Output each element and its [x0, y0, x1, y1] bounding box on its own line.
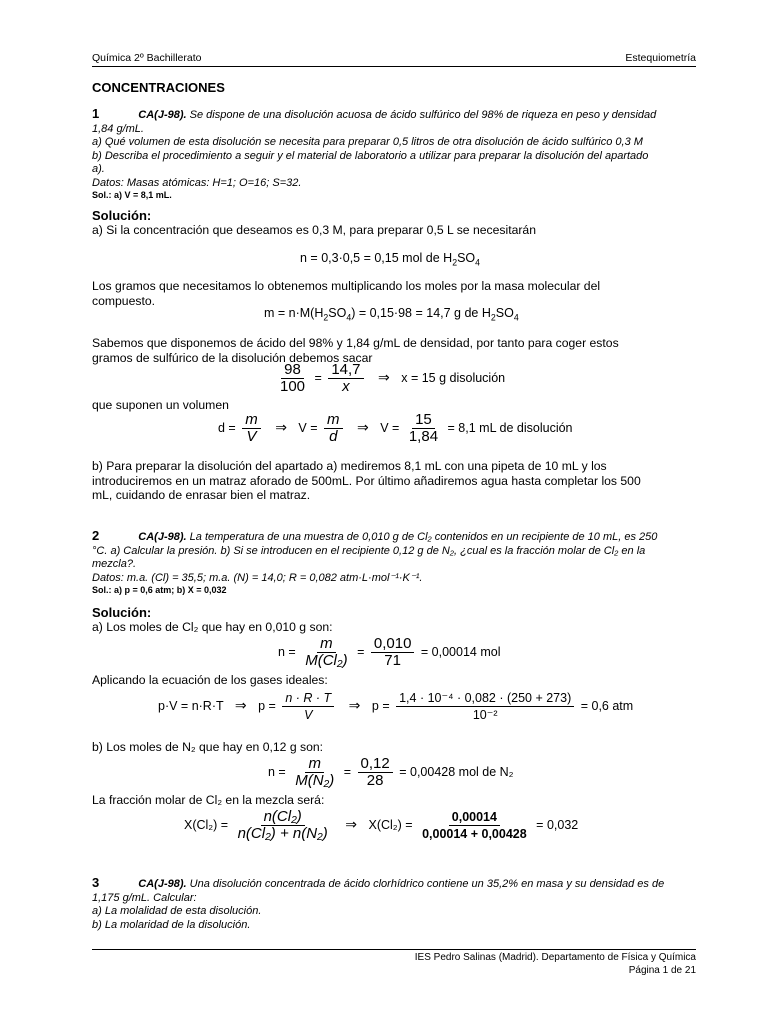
- text-line: b) Para preparar la disolución del apartado a) mediremos 8,1 mL con una pipeta de 10 mL y los: [92, 459, 607, 473]
- eq-text: p·V = n·R·T: [158, 698, 224, 713]
- eq-text: = 0,032: [536, 817, 579, 832]
- equation-ideal-gas: [158, 690, 633, 723]
- denominator: 0,00014 + 0,00428: [422, 827, 527, 841]
- question-a: a) Qué volumen de esta disolución se necesita para preparar 0,5 litros de otra disolución de ácido sulfúrico 0,3 M: [92, 136, 643, 148]
- equation-volume: [218, 412, 573, 445]
- numerator: m: [317, 636, 336, 653]
- numerator: m: [305, 756, 324, 773]
- numerator: 0,00014: [449, 809, 500, 826]
- page-footer: [415, 952, 696, 977]
- page-header: [92, 52, 696, 64]
- implies-icon: ⇒: [275, 418, 287, 435]
- implies-icon: ⇒: [357, 418, 369, 435]
- solution-text: [92, 459, 702, 503]
- solution-text: [92, 336, 696, 365]
- equation-molar-fraction: [184, 809, 578, 842]
- numerator: n(Cl₂): [261, 809, 305, 826]
- eq-text: p =: [371, 698, 390, 713]
- eq-text: SO: [328, 306, 347, 320]
- short-solution: Sol.: a) V = 8,1 mL.: [92, 190, 172, 200]
- denominator: 100: [280, 378, 306, 395]
- fraction: [396, 690, 574, 723]
- problem-source: CA(J-98).: [138, 109, 187, 121]
- equation-moles-cl2: n = $\frac{m}{\text{M(Cl₂)}}$ = $\frac{0,010}{71}$ = 0,00014 mol: [278, 635, 501, 669]
- eq-sub: 2: [490, 312, 496, 323]
- denominator: n(Cl₂) + n(N₂): [237, 825, 328, 842]
- page-number: Página 1 de 21: [628, 964, 696, 976]
- numerator: 1,4 · 10⁻⁴ · 0,082 · (250 + 273): [396, 690, 574, 707]
- eq-sub: 4: [475, 257, 480, 268]
- fraction: [324, 412, 343, 445]
- question-b: b) Describa el procedimiento a seguir y el material de laboratorio a utilizar para preparar la disolución del apartado: [92, 149, 649, 162]
- question-b-cont: a).: [92, 163, 105, 175]
- solution-text: b) Los moles de N₂ que hay en 0,12 g son:: [92, 740, 324, 754]
- problem-statement-cont: °C. a) Calcular la presión. b) Si se introducen en el recipiente 0,12 g de N₂, ¿cual es la fracción molar de Cl₂ en la: [92, 544, 646, 557]
- eq-text: d =: [218, 420, 236, 435]
- eq-text: X(Cl₂) =: [368, 817, 413, 832]
- solution-title: Solución:: [92, 605, 152, 620]
- header-course: Química 2º Bachillerato: [92, 52, 202, 64]
- fraction: [358, 756, 393, 789]
- problem-number: 1: [92, 106, 100, 121]
- fraction: [328, 362, 363, 395]
- implies-icon: ⇒: [348, 696, 361, 713]
- denominator: M(Cl₂): [305, 652, 348, 669]
- numerator: m: [324, 412, 343, 429]
- footer-rule: [92, 949, 696, 950]
- eq-text: V =: [380, 420, 400, 435]
- header-topic: Estequiometría: [625, 52, 696, 64]
- header-rule: [92, 66, 696, 67]
- equation-moles-n2: n = $\frac{m}{\text{M(N₂)}}$ = $\frac{0,12}{28}$ = 0,00428 mol de N₂: [268, 755, 514, 789]
- problem-1: [92, 107, 696, 200]
- denominator: V: [304, 708, 313, 722]
- problem-statement: La temperatura de una muestra de 0,010 g de Cl₂ contenidos en un recipiente de 10 mL, es 250: [189, 531, 658, 543]
- eq-text: n =: [268, 764, 286, 779]
- numerator: 0,12: [358, 756, 393, 773]
- numerator: 14,7: [328, 362, 363, 379]
- problem-2: [92, 529, 696, 595]
- problem-statement-cont: 1,175 g/mL. Calcular:: [92, 891, 197, 904]
- fraction: [242, 412, 261, 445]
- fraction: [406, 412, 441, 445]
- denominator: x: [342, 378, 350, 395]
- denominator: M(N₂): [295, 772, 335, 789]
- solution-text: que suponen un volumen: [92, 398, 229, 412]
- numerator: 98: [281, 362, 304, 379]
- numerator: 15: [412, 412, 435, 429]
- eq-text: x = 15 g disolución: [401, 370, 506, 385]
- problem-number: 2: [92, 528, 100, 543]
- denominator: V: [246, 428, 257, 445]
- problem-3: [92, 876, 696, 932]
- problem-statement-cont: mezcla?.: [92, 558, 137, 570]
- solution-text: La fracción molar de Cl₂ en la mezcla será:: [92, 793, 325, 807]
- fraction: [235, 809, 331, 842]
- eq-text: V =: [298, 420, 318, 435]
- eq-text: SO: [457, 251, 476, 265]
- fraction: [419, 809, 530, 842]
- denominator: d: [329, 428, 338, 445]
- eq-text: = 0,00014 mol: [420, 644, 501, 659]
- solution-text: a) Los moles de Cl₂ que hay en 0,010 g son:: [92, 620, 333, 634]
- numerator: n · R · T: [282, 690, 334, 707]
- fraction: [282, 690, 334, 723]
- numerator: m: [242, 412, 261, 429]
- eq-text: n = 0,3·0,5 = 0,15 mol de H: [300, 251, 453, 265]
- solution-text: Aplicando la ecuación de los gases ideales:: [92, 673, 328, 687]
- fraction: [292, 756, 337, 789]
- text-line: gramos de sulfúrico de la disolución debemos sacar: [92, 350, 373, 365]
- implies-icon: ⇒: [234, 696, 247, 713]
- problem-statement-cont: 1,84 g/mL.: [92, 122, 144, 135]
- given-data: Datos: m.a. (Cl) = 35,5; m.a. (N) = 14,0; R = 0,082 atm·L·mol⁻¹·K⁻¹.: [92, 571, 423, 584]
- implies-icon: ⇒: [378, 368, 390, 385]
- problem-source: CA(J-98).: [138, 531, 187, 543]
- eq-sub: 2: [452, 257, 458, 268]
- text-line: mL, cuidando de enrasar bien el matraz.: [92, 488, 311, 502]
- solution-text: a) Si la concentración que deseamos es 0,3 M, para preparar 0,5 L se necesitarán: [92, 223, 536, 237]
- equation-mass: [264, 306, 519, 323]
- question-a: a) La molalidad de esta disolución.: [92, 905, 262, 917]
- eq-text: X(Cl₂) =: [184, 817, 229, 832]
- equation-moles: [300, 251, 480, 268]
- eq-sub: 2: [323, 312, 329, 323]
- eq-text: ) = 0,15·98 = 14,7 g de H: [351, 306, 491, 320]
- short-solution: Sol.: a) p = 0,6 atm; b) X = 0,032: [92, 585, 227, 595]
- denominator: 28: [366, 772, 384, 789]
- fraction: [371, 636, 415, 669]
- implies-icon: ⇒: [345, 815, 357, 832]
- eq-text: SO: [495, 306, 514, 320]
- eq-text: = 8,1 mL de disolución: [447, 420, 573, 435]
- text-line: compuesto.: [92, 293, 156, 308]
- problem-statement: Se dispone de una disolución acuosa de ácido sulfúrico del 98% de riqueza en peso y densidad: [189, 109, 657, 121]
- solution-text: [92, 279, 696, 308]
- solution-title: Solución:: [92, 208, 152, 223]
- footer-institution: IES Pedro Salinas (Madrid). Departamento de Física y Química: [414, 952, 696, 963]
- problem-source: CA(J-98).: [138, 878, 187, 890]
- given-data: Datos: Masas atómicas: H=1; O=16; S=32.: [92, 176, 302, 189]
- eq-sub: 4: [513, 312, 519, 323]
- eq-text: = 0,6 atm: [580, 698, 634, 713]
- problem-number: 3: [92, 875, 100, 890]
- fraction: [277, 362, 308, 395]
- section-title: CONCENTRACIONES: [92, 80, 225, 95]
- numerator: 0,010: [371, 636, 415, 653]
- eq-text: m = n·M(H: [264, 306, 324, 320]
- equation-proportion: [274, 362, 505, 395]
- eq-text: p =: [258, 698, 276, 713]
- eq-text: =: [314, 370, 322, 385]
- text-line: introduciremos en un matraz aforado de 500mL. Por último añadiremos agua hasta completar los 500: [92, 473, 641, 488]
- eq-sub: 4: [346, 312, 352, 323]
- text-line: Sabemos que disponemos de ácido del 98% y 1,84 g/mL de densidad, por tanto para coger estos: [92, 336, 619, 350]
- eq-text: n =: [278, 644, 296, 659]
- eq-text: = 0,00428 mol de N₂: [399, 764, 514, 779]
- problem-statement: Una disolución concentrada de ácido clorhídrico contiene un 35,2% en masa y su densidad es de: [189, 878, 665, 890]
- denominator: 10⁻²: [472, 708, 498, 722]
- fraction: [302, 636, 350, 669]
- denominator: 1,84: [408, 428, 439, 445]
- text-line: Los gramos que necesitamos lo obtenemos multiplicando los moles por la masa molecular del: [92, 279, 601, 293]
- denominator: 71: [384, 652, 401, 669]
- question-b: b) La molaridad de la disolución.: [92, 918, 251, 931]
